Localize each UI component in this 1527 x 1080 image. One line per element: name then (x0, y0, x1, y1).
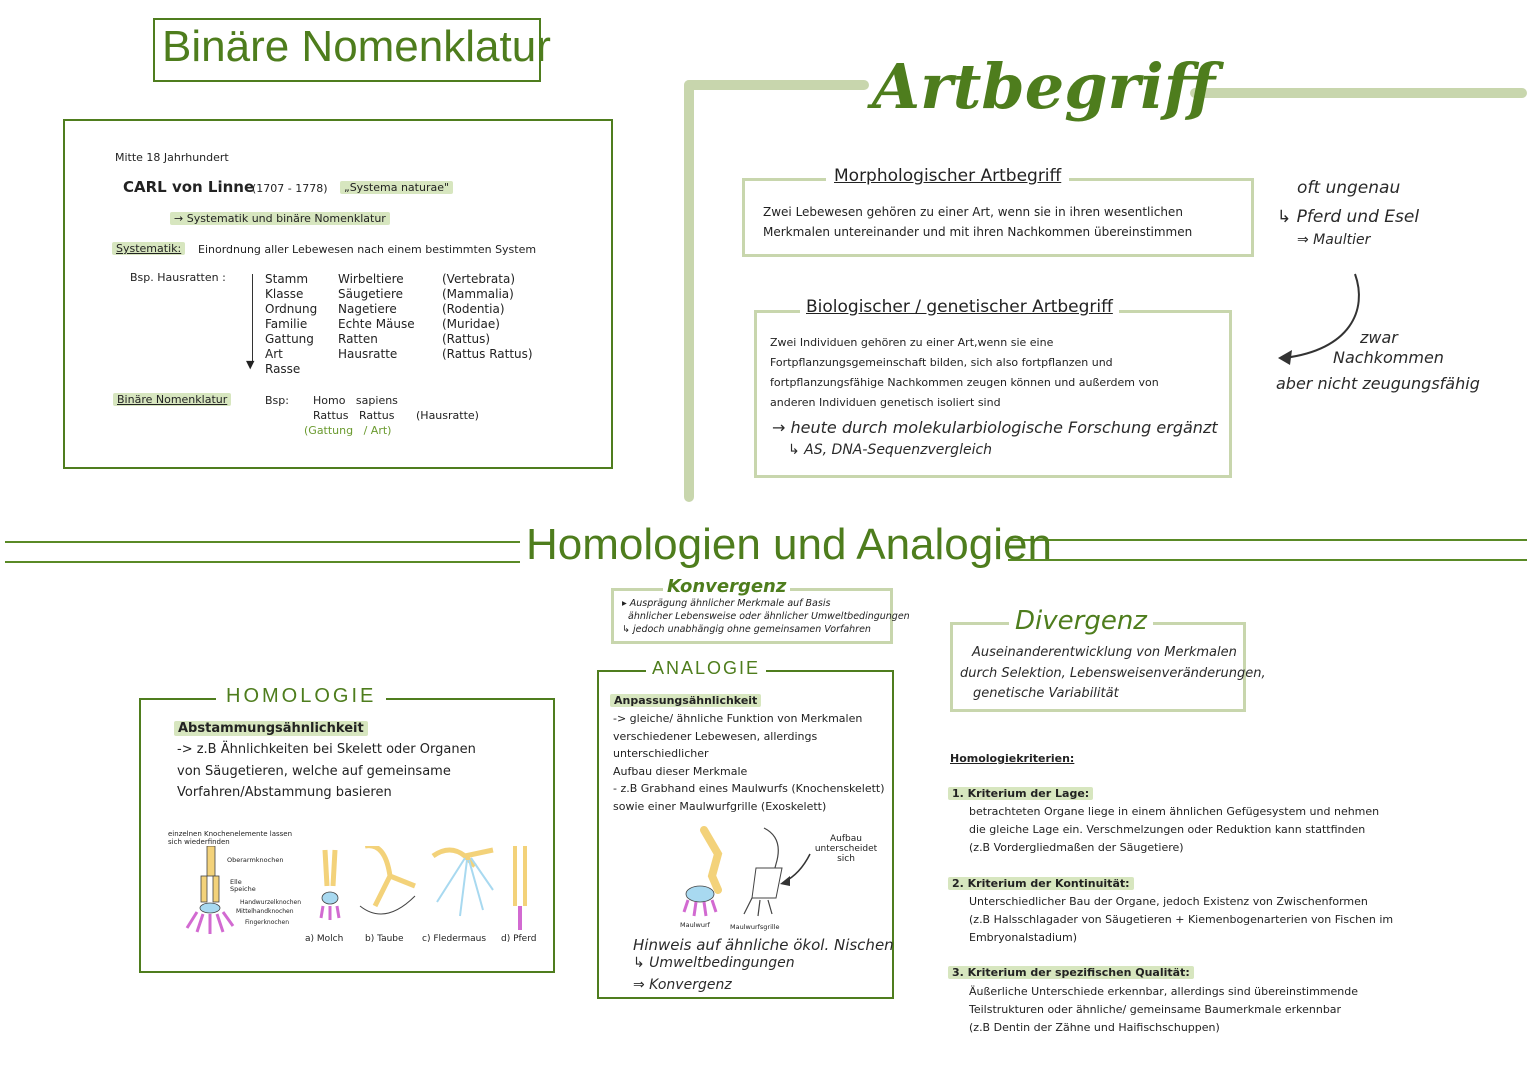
kriterien-title: Homologiekriterien: (950, 752, 1075, 765)
kriterium-2-text-b: (z.B Halsschlagader von Säugetieren + Kiemenbogenarterien von Fischen im (969, 913, 1394, 926)
side-note-5: Nachkommen (1333, 348, 1444, 367)
konvergenz-text-3: ↳ jedoch unabhängig ohne gemeinsamen Vorfahren (622, 624, 871, 635)
bio-text-4: anderen Individuen genetisch isoliert sind (770, 396, 1001, 409)
divider-left-2 (5, 561, 520, 563)
bio-title: Biologischer / genetischer Artbegriff (800, 297, 1119, 317)
fig-label-handwurzel: Handwurzelknochen (240, 899, 302, 906)
analogie-title: ANALOGIE (646, 658, 766, 679)
divider-left-1 (5, 541, 520, 543)
fig-note: einzelnen Knochenelemente lassen sich wiederfinden (168, 830, 293, 846)
analogie-text-2: verschiedener Lebewesen, allerdings (613, 730, 818, 743)
morph-text-2: Merkmalen untereinander und mit ihren Nachkommen übereinstimmen (763, 225, 1193, 239)
bn-example-1: Homo sapiens (313, 394, 398, 407)
side-note-4: zwar (1360, 328, 1398, 347)
mole-claw-illustration (672, 824, 812, 924)
bn-bsp: Bsp: (265, 394, 289, 407)
analogie-fig-caption-b: Maulwurfsgrille (730, 923, 780, 931)
taxon-de: Säugetiere (338, 287, 404, 301)
kriterium-1-text-a: betrachteten Organe liege in einem ähnlichen Gefügesystem und nehmen (969, 805, 1380, 818)
analogie-hint-1: Hinweis auf ähnliche ökol. Nischen (633, 936, 894, 954)
artbegriff-frame-top-right (1190, 88, 1527, 98)
taxon-row (265, 332, 490, 346)
kriterium-2-title: 2. Kriterium der Kontinuität: (948, 877, 1134, 890)
kriterium-2-text-a: Unterschiedlicher Bau der Organe, jedoch Existenz von Zwischenformen (969, 895, 1368, 908)
analogie-text-3: unterschiedlicher (613, 747, 709, 760)
fig-caption-c: c) Fledermaus (422, 934, 487, 944)
taxon-lat: (Mammalia) (442, 287, 514, 301)
binaere-title: Binäre Nomenklatur (162, 22, 551, 71)
analogie-label: Anpassungsähnlichkeit (610, 694, 761, 707)
analogie-hint-2: ↳ Umweltbedingungen (633, 955, 795, 971)
artbegriff-frame-vertical (684, 80, 694, 502)
homologie-text-2: von Säugetieren, welche auf gemeinsame (177, 764, 451, 779)
taxon-rank: Rasse (265, 362, 301, 376)
systematik-label: Systematik: (112, 242, 185, 255)
taxon-rank: Klasse (265, 287, 304, 301)
analogie-fig-note: Aufbau unterscheidet sich (814, 834, 878, 864)
divergenz-text-1: Auseinanderentwicklung von Merkmalen (972, 645, 1237, 660)
divider-right-2 (1008, 559, 1527, 561)
linne-work: „Systema naturae" (340, 181, 453, 194)
bn-label: Binäre Nomenklatur (113, 393, 231, 406)
homologie-text-1: -> z.B Ähnlichkeiten bei Skelett oder Organen (177, 742, 476, 757)
bio-note-1: → heute durch molekularbiologische Forschung ergänzt (772, 418, 1218, 437)
morph-text-1: Zwei Lebewesen gehören zu einer Art, wenn sie in ihren wesentlichen (763, 205, 1183, 219)
linne-name: CARL von Linne (123, 178, 255, 196)
taxon-row (265, 287, 514, 301)
taxon-row (265, 302, 505, 316)
taxon-de: Nagetiere (338, 302, 397, 316)
fig-label-oberarm: Oberarmknochen (227, 856, 284, 864)
fig-label-elle: Elle (230, 878, 242, 886)
bn-example-3: (Gattung / Art) (304, 424, 392, 437)
divergenz-text-3: genetische Variabilität (973, 686, 1119, 701)
kriterium-3-title: 3. Kriterium der spezifischen Qualität: (948, 966, 1194, 979)
bio-text-3: fortpflanzungsfähige Nachkommen zeugen können und außerdem von (770, 376, 1159, 389)
taxon-row (265, 362, 338, 376)
taxon-row (265, 272, 515, 286)
kriterium-2-text-c: Embryonalstadium) (969, 931, 1077, 944)
taxon-rank: Art (265, 347, 283, 361)
taxon-de: Hausratte (338, 347, 398, 361)
artbegriff-frame-top-left (684, 80, 869, 90)
analogie-text-5: - z.B Grabhand eines Maulwurfs (Knochenskelett) (613, 782, 885, 795)
taxon-row (265, 317, 500, 331)
divergenz-title: Divergenz (1009, 606, 1153, 636)
bsp-label: Bsp. Hausratten : (130, 271, 226, 284)
bio-text-1: Zwei Individuen gehören zu einer Art,wenn sie eine (770, 336, 1054, 349)
kriterium-1-text-b: die gleiche Lage ein. Verschmelzungen oder Reduktion kann stattfinden (969, 823, 1366, 836)
systematik-arrow: → Systematik und binäre Nomenklatur (170, 212, 390, 225)
side-note-2: ↳ Pferd und Esel (1277, 207, 1420, 227)
bn-example-2-note: (Hausratte) (416, 409, 479, 422)
analogie-text-1: -> gleiche/ ähnliche Funktion von Merkmalen (613, 712, 863, 725)
analogie-hint-3: ⇒ Konvergenz (633, 977, 732, 993)
taxa-arrow (252, 274, 253, 364)
konvergenz-text-1: ▸ Ausprägung ähnlicher Merkmale auf Basis (622, 598, 831, 609)
kriterium-1-title: 1. Kriterium der Lage: (948, 787, 1093, 800)
linne-years: (1707 - 1778) (252, 182, 328, 195)
fig-label-speiche: Speiche (230, 885, 256, 893)
bio-note-2: ↳ AS, DNA-Sequenzvergleich (788, 442, 993, 458)
fig-label-finger: Fingerknochen (245, 919, 289, 926)
homologie-title: HOMOLOGIE (216, 685, 386, 708)
fig-caption-b: b) Taube (365, 934, 404, 944)
konvergenz-text-2: ähnlicher Lebensweise oder ähnlicher Umweltbedingungen (628, 611, 910, 622)
artbegriff-title: Artbegriff (872, 50, 1216, 123)
konvergenz-title: Konvergenz (663, 576, 790, 597)
side-note-3: ⇒ Maultier (1297, 232, 1371, 248)
taxa-arrow-head: ▼ (246, 358, 255, 371)
fig-label-mittelhand: Mittelhandknochen (236, 908, 294, 915)
binaere-line1: Mitte 18 Jahrhundert (115, 151, 229, 164)
taxon-de: Wirbeltiere (338, 272, 404, 286)
homologie-label: Abstammungsähnlichkeit (174, 721, 368, 736)
kriterium-3-text-c: (z.B Dentin der Zähne und Haifischschuppen) (969, 1021, 1220, 1034)
kriterium-3-text-b: Teilstrukturen oder ähnliche/ gemeinsame Baumerkmale erkennbar (969, 1003, 1342, 1016)
taxon-lat: (Vertebrata) (442, 272, 516, 286)
fig-caption-d: d) Pferd (501, 934, 537, 944)
divergenz-text-2: durch Selektion, Lebensweisenveränderungen, (960, 666, 1266, 681)
analogie-text-6: sowie einer Maulwurfgrille (Exoskelett) (613, 800, 827, 813)
taxon-lat: (Rodentia) (442, 302, 505, 316)
taxon-rank: Gattung (265, 332, 314, 346)
bio-text-2: Fortpflanzungsgemeinschaft bilden, sich also fortpflanzen und (770, 356, 1113, 369)
kriterium-3-text-a: Äußerliche Unterschiede erkennbar, allerdings sind übereinstimmende (969, 985, 1359, 998)
morph-title: Morphologischer Artbegriff (826, 166, 1069, 186)
side-note-1: oft ungenau (1297, 178, 1401, 198)
kriterium-1-text-c: (z.B Vordergliedmaßen der Säugetiere) (969, 841, 1184, 854)
homologien-title: Homologien und Analogien (526, 520, 1052, 569)
side-note-6: aber nicht zeugungsfähig (1276, 374, 1480, 393)
homologie-text-3: Vorfahren/Abstammung basieren (177, 785, 392, 800)
taxon-rank: Familie (265, 317, 308, 331)
systematik-text: Einordnung aller Lebewesen nach einem bestimmten System (198, 243, 537, 256)
taxon-de: Ratten (338, 332, 378, 346)
taxon-lat: (Rattus Rattus) (442, 347, 533, 361)
taxon-lat: (Muridae) (442, 317, 500, 331)
taxon-row (265, 347, 533, 361)
taxon-lat: (Rattus) (442, 332, 491, 346)
bn-example-2: Rattus Rattus (313, 409, 395, 422)
taxon-rank: Stamm (265, 272, 309, 286)
divider-right-1 (1008, 539, 1527, 541)
analogie-text-4: Aufbau dieser Merkmale (613, 765, 748, 778)
analogie-fig-caption-a: Maulwurf (680, 921, 710, 929)
taxon-rank: Ordnung (265, 302, 318, 316)
fig-caption-a: a) Molch (305, 934, 344, 944)
taxon-de: Echte Mäuse (338, 317, 415, 331)
